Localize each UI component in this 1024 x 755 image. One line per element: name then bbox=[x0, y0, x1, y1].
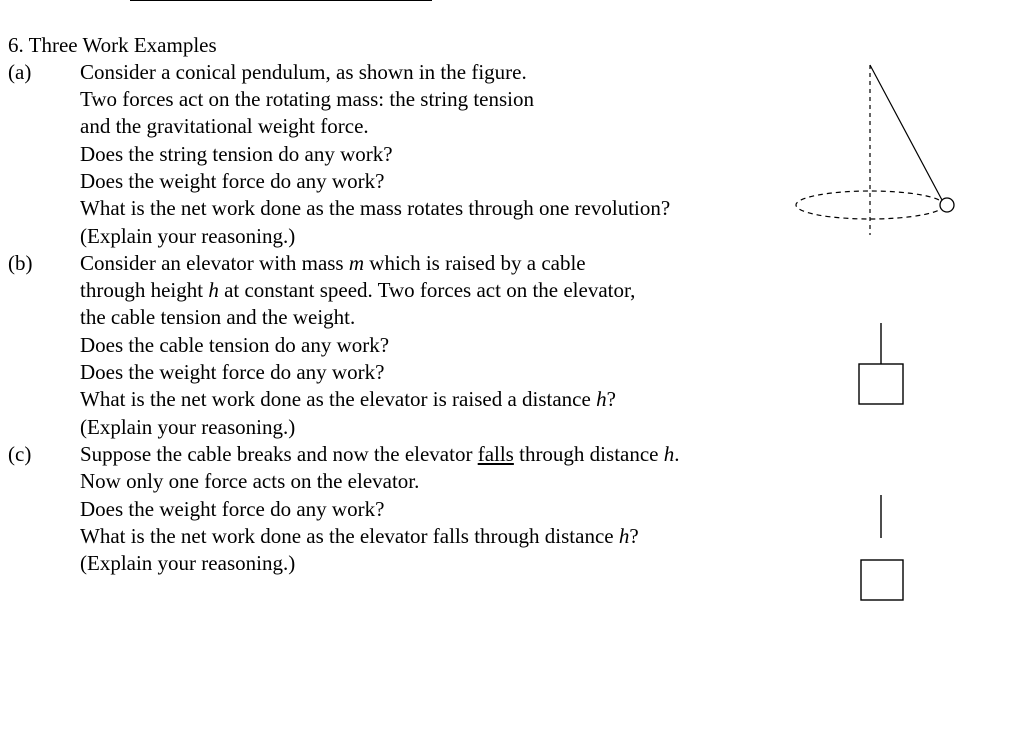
part-b-line: through height h at constant speed. Two forces act on the elevator, bbox=[80, 278, 636, 302]
top-rule bbox=[130, 0, 432, 1]
part-c-line: What is the net work done as the elevator falls through distance h? bbox=[80, 524, 639, 548]
part-c-line: (Explain your reasoning.) bbox=[80, 551, 296, 575]
pendulum-string bbox=[870, 65, 942, 200]
pendulum-bob bbox=[940, 198, 954, 212]
part-a-line: Two forces act on the rotating mass: the string tension bbox=[80, 87, 535, 111]
problem-number: 6. bbox=[8, 33, 24, 57]
part-a-line: (Explain your reasoning.) bbox=[80, 224, 296, 248]
elevator-falling-figure bbox=[855, 492, 907, 604]
elevator-raised-figure bbox=[855, 320, 907, 408]
part-b-line: Does the cable tension do any work? bbox=[80, 333, 390, 357]
part-a-line: Does the weight force do any work? bbox=[80, 169, 385, 193]
var-h: h bbox=[596, 387, 607, 411]
var-h: h bbox=[618, 524, 630, 548]
part-c-line: Does the weight force do any work? bbox=[80, 497, 385, 521]
part-a-line: What is the net work done as the mass rotates through one revolution? bbox=[80, 196, 671, 220]
part-b-line: Does the weight force do any work? bbox=[80, 360, 385, 384]
var-h: h bbox=[663, 442, 675, 466]
part-a-label: (a) bbox=[8, 60, 32, 84]
part-b-line: the cable tension and the weight. bbox=[80, 305, 356, 329]
part-b-label: (b) bbox=[8, 251, 33, 275]
elevator-box bbox=[859, 364, 903, 404]
elevator-box bbox=[861, 560, 903, 600]
part-b-line: Consider an elevator with mass m which is raised by a cable bbox=[80, 251, 586, 275]
problem-title: Three Work Examples bbox=[28, 33, 217, 57]
part-c-line: Now only one force acts on the elevator. bbox=[80, 469, 420, 493]
part-b-line: What is the net work done as the elevator is raised a distance h? bbox=[80, 387, 616, 411]
part-c-line: Suppose the cable breaks and now the elevator falls through distance h. bbox=[80, 442, 680, 466]
var-m: m bbox=[348, 251, 365, 275]
part-c-label: (c) bbox=[8, 442, 32, 466]
part-b-line: (Explain your reasoning.) bbox=[80, 415, 296, 439]
part-a-line: Does the string tension do any work? bbox=[80, 142, 393, 166]
conical-pendulum-figure bbox=[790, 60, 970, 240]
problem-heading bbox=[8, 32, 217, 58]
var-h: h bbox=[208, 278, 219, 302]
part-a-line: Consider a conical pendulum, as shown in the figure. bbox=[80, 60, 527, 84]
underlined-falls: falls bbox=[477, 442, 514, 466]
part-a-line: and the gravitational weight force. bbox=[80, 114, 369, 138]
